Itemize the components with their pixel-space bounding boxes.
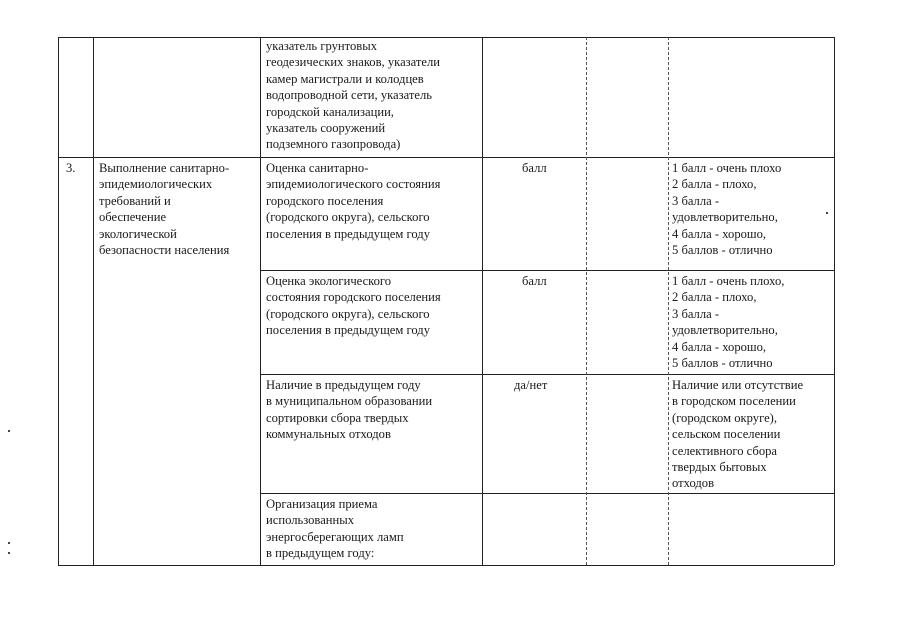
row-number: 3. bbox=[66, 161, 76, 175]
unit-waste-sorting: да/нет bbox=[514, 378, 548, 392]
scale-waste-sorting: Наличие или отсутствие в городском поселении (городском округе), сельском поселении селективного сбора твердых бытовых отходов bbox=[672, 378, 804, 491]
table-left-border bbox=[58, 37, 59, 565]
col-divider-1 bbox=[93, 37, 94, 565]
scan-speck bbox=[8, 552, 10, 554]
subrow-divider-1 bbox=[260, 270, 834, 271]
col-divider-5 bbox=[668, 37, 669, 565]
col-divider-3 bbox=[482, 37, 483, 565]
scan-speck bbox=[8, 430, 10, 432]
col-divider-2 bbox=[260, 37, 261, 565]
indicator-waste-sorting: Наличие в предыдущем году в муниципальном образовании сортировки сбора твердых коммунальных отходов bbox=[266, 378, 433, 442]
subrow-divider-2 bbox=[260, 374, 834, 375]
scan-speck bbox=[8, 542, 10, 544]
indicator-ecological: Оценка экологического состояния городского поселения (городского округа), сельского поселения в предыдущем году bbox=[266, 274, 441, 338]
subrow-divider-3 bbox=[260, 493, 834, 494]
scale-sanitary: 1 балл - очень плохо 2 балла - плохо, 3 балла - удовлетворительно, 4 балла - хорошо, 5 баллов - отлично bbox=[672, 161, 782, 258]
row-divider-3 bbox=[58, 157, 834, 158]
indicator-sanitary: Оценка санитарно- эпидемиологического состояния городского поселения (городского округа), сельского поселения в предыдущем году bbox=[266, 161, 441, 241]
col-divider-4 bbox=[586, 37, 587, 565]
unit-sanitary: балл bbox=[522, 161, 547, 175]
criterion-text: Выполнение санитарно- эпидемиологических требований и обеспечение экологической безопасности населения bbox=[99, 161, 230, 258]
scan-speck bbox=[826, 212, 828, 214]
table-right-border bbox=[834, 37, 835, 565]
indicator-lamp-collection: Организация приема использованных энергосберегающих ламп в предыдущем году: bbox=[266, 497, 404, 561]
continued-indicator-text: указатель грунтовых геодезических знаков, указатели камер магистрали и колодцев водопроводной сети, указатель городской канализации, указатель сооружений подземного газопровода) bbox=[266, 39, 441, 152]
scale-ecological: 1 балл - очень плохо, 2 балла - плохо, 3 балла - удовлетворительно, 4 балла - хорошо, 5 баллов - отлично bbox=[672, 274, 785, 371]
table-bottom-border bbox=[58, 565, 834, 566]
unit-ecological: балл bbox=[522, 274, 547, 288]
